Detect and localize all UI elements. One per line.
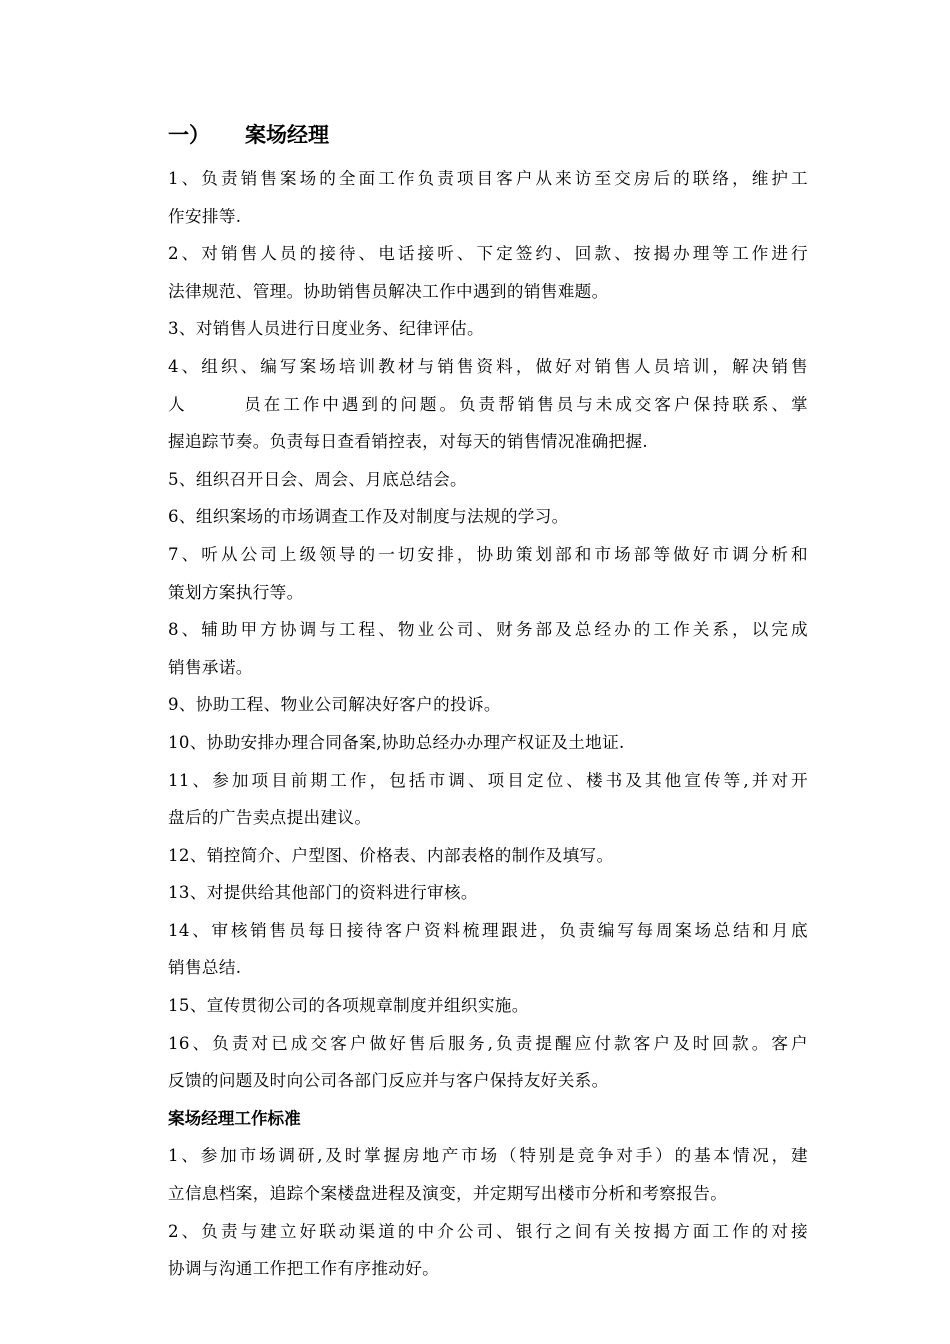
text-line (168, 386, 808, 424)
text-line: 协调与沟通工作把工作有序推动好。 (168, 1259, 440, 1279)
text-line: 10、协助安排办理合同备案,协助总经办办理产权证及土地证. (168, 732, 625, 752)
duty-item-6 (168, 498, 808, 536)
text-line: 1、负责销售案场的全面工作负责项目客户从来访至交房后的联络，维护工 (168, 169, 808, 188)
text-line: 15、宣传贯彻公司的各项规章制度并组织实施。 (168, 996, 529, 1016)
text-line: 5、组织召开日会、周会、月底总结会。 (168, 469, 467, 489)
duty-item-13 (168, 874, 808, 912)
document-page (168, 120, 808, 1288)
text-line: 16、负责对已成交客户做好售后服务,负责提醒应付款客户及时回款。客户 (168, 1033, 808, 1053)
duty-item-15 (168, 987, 808, 1025)
text-line: 盘后的广告卖点提出建议。 (168, 808, 372, 828)
text-line: 9、协助工程、物业公司解决好客户的投诉。 (168, 695, 501, 715)
text-line: 11、参加项目前期工作，包括市调、项目定位、楼书及其他宣传等,并对开 (168, 770, 808, 790)
text-line: 7、听从公司上级领导的一切安排，协助策划部和市场部等做好市调分析和 (168, 544, 808, 564)
text-line: 销售承诺。 (168, 657, 253, 677)
text-line: 8、辅助甲方协调与工程、物业公司、财务部及总经办的工作关系，以完成 (168, 620, 808, 640)
text-line: 握追踪节奏。负责每日查看销控表，对每天的销售情况准确把握. (168, 432, 649, 452)
line-prefix: 人 (168, 394, 188, 414)
duty-item-1 (168, 160, 808, 235)
text-line: 立信息档案，追踪个案楼盘进程及演变，并定期写出楼市分析和考察报告。 (168, 1184, 728, 1204)
text-line: 13、对提供给其他部门的资料进行审核。 (168, 883, 478, 903)
text-line: 作安排等. (168, 206, 242, 226)
text-line: 2、对销售人员的接待、电话接听、下定签约、回款、按揭办理等工作进行 (168, 244, 808, 264)
section-number: 一） (168, 123, 210, 147)
duty-item-7 (168, 536, 808, 611)
text-line: 4、组织、编写案场培训教材与销售资料，做好对销售人员培训，解决销售 (168, 356, 808, 376)
duty-item-14 (168, 912, 808, 987)
text-line: 销售总结. (168, 958, 242, 978)
text-line: 12、销控简介、户型图、价格表、内部表格的制作及填写。 (168, 845, 614, 865)
text-line: 策划方案执行等。 (168, 582, 304, 602)
duty-item-3 (168, 310, 808, 348)
section-heading (168, 120, 808, 152)
standards-list (168, 1137, 808, 1287)
duty-item-5 (168, 461, 808, 499)
duty-item-9 (168, 686, 808, 724)
standards-title: 案场经理工作标准 (168, 1108, 301, 1128)
duty-item-2 (168, 235, 808, 310)
text-line: 1、参加市场调研,及时掌握房地产市场（特别是竞争对手）的基本情况，建 (168, 1146, 808, 1166)
text-line: 14、审核销售员每日接待客户资料梳理跟进，负责编写每周案场总结和月底 (168, 920, 808, 940)
text-line: 3、对销售人员进行日度业务、纪律评估。 (168, 319, 484, 339)
duty-item-10 (168, 724, 808, 762)
duty-item-12 (168, 837, 808, 875)
text-line: 2、负责与建立好联动渠道的中介公司、银行之间有关按揭方面工作的对接 (168, 1221, 808, 1241)
duty-item-8 (168, 611, 808, 686)
standard-item-1 (168, 1137, 808, 1212)
text-line: 6、组织案场的市场调查工作及对制度与法规的学习。 (168, 507, 569, 527)
standard-item-2 (168, 1213, 808, 1288)
text-line: 法律规范、管理。协助销售员解决工作中遇到的销售难题。 (168, 281, 609, 301)
duty-item-4 (168, 348, 808, 461)
duty-item-11 (168, 762, 808, 837)
duty-item-16 (168, 1025, 808, 1100)
text-line: 反馈的问题及时向公司各部门反应并与客户保持友好关系。 (168, 1071, 609, 1091)
duty-list (168, 160, 808, 1100)
section-title: 案场经理 (245, 123, 329, 147)
line-text: 员在工作中遇到的问题。负责帮销售员与未成交客户保持联系、掌 (241, 394, 808, 414)
